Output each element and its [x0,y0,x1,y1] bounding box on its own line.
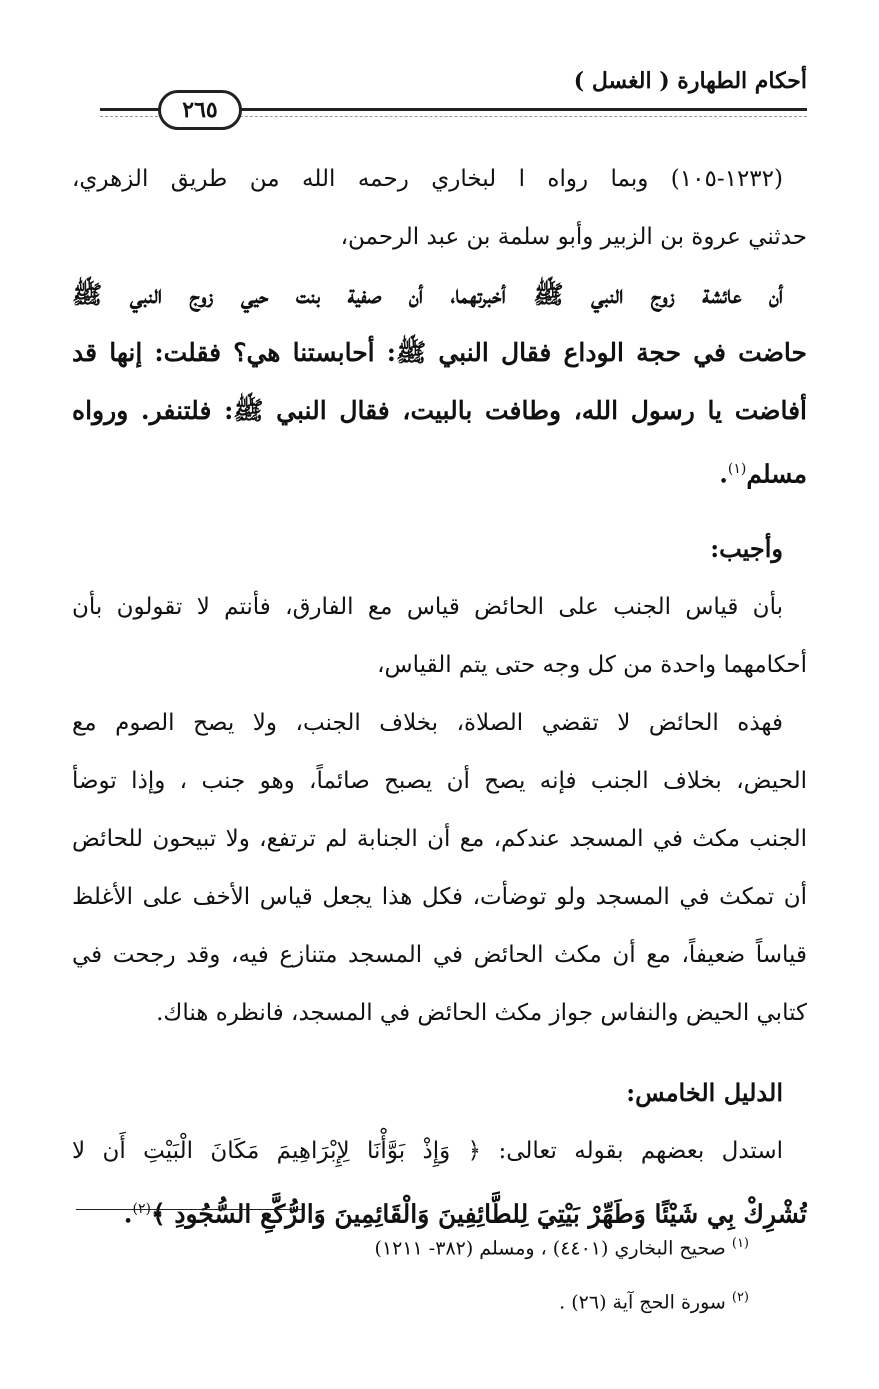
spacer [72,1042,807,1064]
text-line [72,752,807,810]
running-header-title: أحكام الطهارة ( الغسل ) [573,68,807,94]
text-line-tail: . [123,1199,133,1229]
text-line-tail: . [719,459,728,489]
text-line-content: حدثني عروة بن الزبير وأبو سلمة بن عبد الرحمن، [340,224,807,250]
text-line [72,984,807,1042]
section-heading-fifth-evidence: الدليل الخامس: [626,1078,783,1107]
footnote-ref[interactable]: (٢) [132,1201,151,1217]
text-line-content: أن عائشة زوج النبي ﷺ أخبرتهما، أن صفية بنت حيي زوج النبي ﷺ [72,280,783,309]
text-line-content: بأن قياس الجنب على الحائض قياس مع الفارق، فأنتم لا تقولون بأن [72,594,783,620]
text-line [72,810,807,868]
text-line-content: تُشْرِكْ بِي شَيْئًا وَطَهِّرْ بَيْتِيَ لِلطَّائِفِينَ وَالْقَائِمِينَ وَالرُّكَّعِ السُّجُودِ ﴾ [150,1199,807,1229]
footnote-marker: (١) [731,1236,749,1251]
hadith-text-line [72,266,807,324]
text-line [72,208,807,266]
spacer [72,498,807,520]
footnote-text: صحيح البخاري (٤٤٠١) ، ومسلم (٣٨٢- ١٢١١) [374,1237,726,1260]
text-line [72,694,807,752]
text-line-content: مسلم [746,459,807,489]
hadith-text-line [72,440,807,498]
hadith-intro: (١٢٣٢-١٠٥) وبما رواه ا لبخاري رحمه الله من طريق الزهري، [72,166,783,192]
footnote-2 [559,1290,749,1313]
text-line-content: أفاضت يا رسول الله، وطافت بالبيت، فقال النبي ﷺ: فلتنفر. ورواه [72,396,807,425]
text-line-content: حاضت في حجة الوداع فقال النبي ﷺ: أحابستنا هي؟ فقلت: إنها قد [72,338,807,367]
text-line [72,636,807,694]
text-line-content: كتابي الحيض والنفاس جواز مكث الحائض في المسجد، فانظره هناك. [156,1000,807,1026]
section-heading-answer: وأجيب: [710,534,783,563]
text-line [72,578,807,636]
quran-verse-line [72,1122,807,1180]
hadith-text-line [72,324,807,382]
text-line-content: الحيض، بخلاف الجنب فإنه يصح أن يصبح صائماً، وهو جنب ، وإذا توضأ [72,768,807,794]
text-line [72,150,807,208]
text-line [72,926,807,984]
footnote-ref[interactable]: (١) [727,461,747,477]
text-line-content: الجنب مكث في المسجد عندكم، مع أن الجنابة لم ترتفع، ولا تبيحون للحائض [72,826,807,852]
hadith-text-line [72,382,807,440]
text-line-content: أحكامهما واحدة من كل وجه حتى يتم القياس، [377,652,807,678]
footnote-text: سورة الحج آية (٢٦) . [559,1291,726,1314]
footnote-separator [76,1209,302,1210]
text-line [72,868,807,926]
footnote-1 [375,1236,749,1259]
text-line-content: أن تمكث في المسجد ولو توضأت، فكل هذا يجعل قياس الأخف على الأغلظ [72,884,807,910]
text-line-content: قياساً ضعيفاً، مع أن مكث الحائض في المسجد متنازع فيه، وقد رجحت في [72,942,807,968]
page-body [72,150,807,1238]
text-line-content: استدل بعضهم بقوله تعالى: ﴿ وَإِذْ بَوَّأْنَا لِإِبْرَاهِيمَ مَكَانَ الْبَيْتِ أَن لا [72,1138,783,1164]
footnote-marker: (٢) [731,1290,749,1305]
text-line-content: فهذه الحائض لا تقضي الصلاة، بخلاف الجنب، ولا يصح الصوم مع [72,710,783,736]
page-number: ٢٦٥ [158,90,242,130]
